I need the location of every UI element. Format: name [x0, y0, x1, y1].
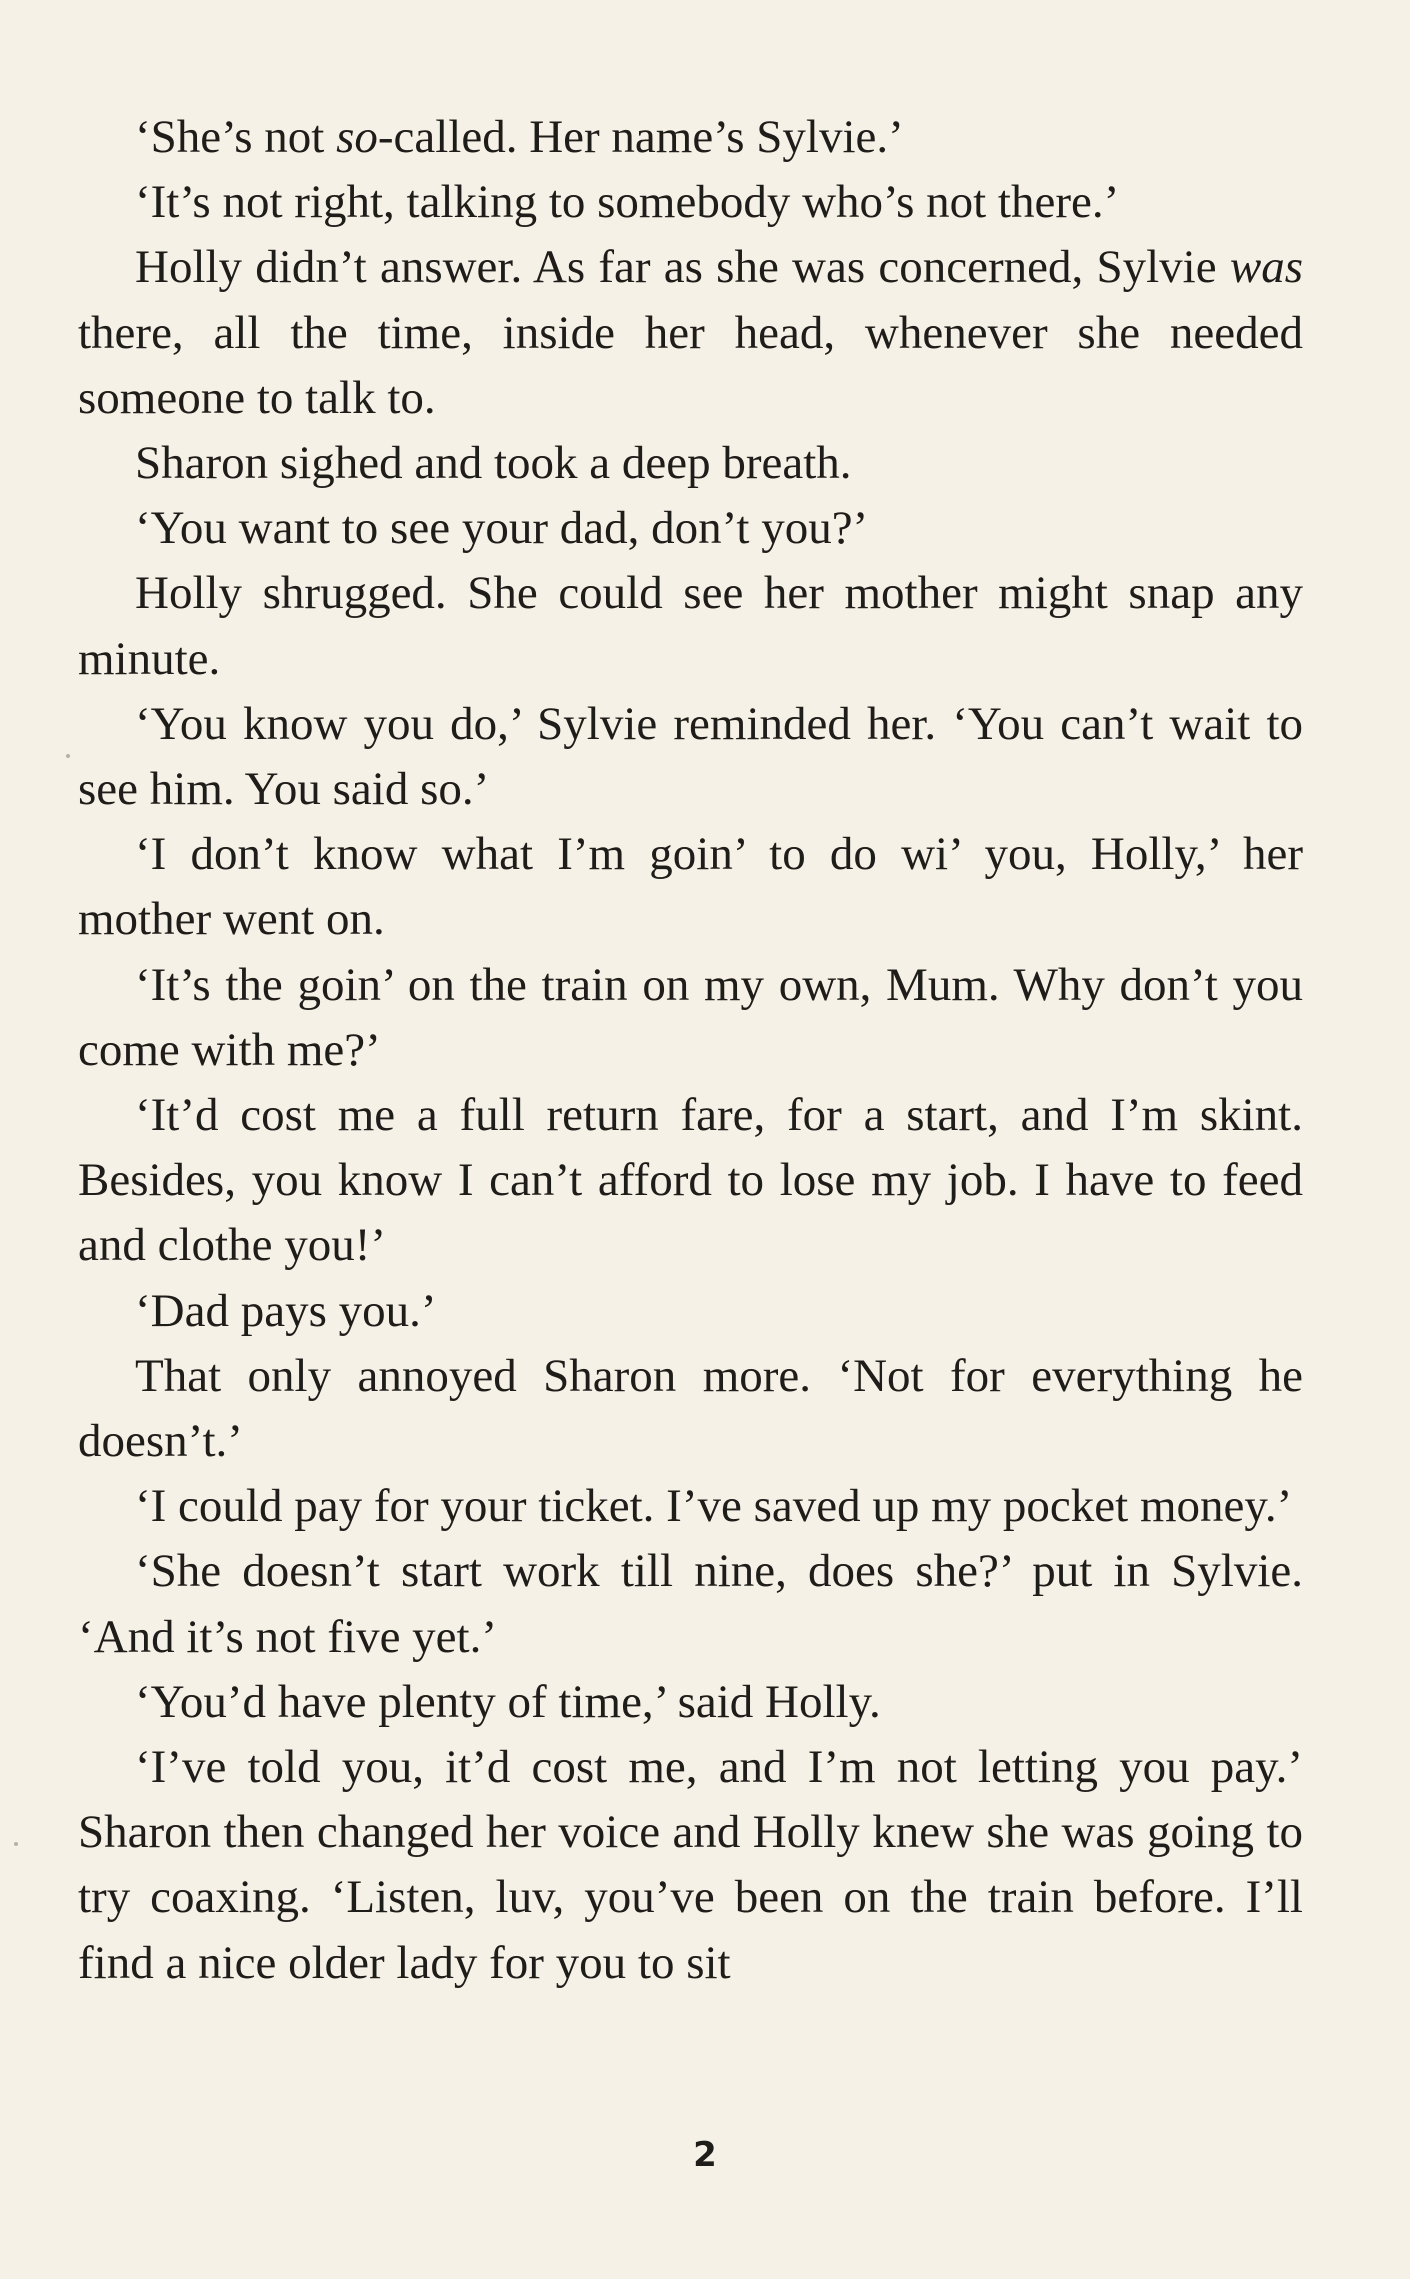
text-run: ‘You know you do,’ Sylvie reminded her. ‘You can’t wait to see him. You said so.’ [78, 697, 1303, 816]
paragraph [78, 170, 1303, 235]
paragraph [78, 1083, 1303, 1279]
text-run: Holly didn’t answer. As far as she was concerned, Sylvie [135, 241, 1230, 294]
paragraph [78, 1474, 1303, 1539]
text-run: ‘I don’t know what I’m goin’ to do wi’ you, Holly,’ her mother went on. [78, 828, 1303, 946]
text-run: ‘You’d have plenty of time,’ said Holly. [135, 1675, 881, 1728]
text-run: ‘It’s the goin’ on the train on my own, Mum. Why don’t you come with me?’ [78, 958, 1303, 1076]
text-run: ‘It’d cost me a full return fare, for a start, and I’m skint. Besides, you know I can’t afford to lose my job. I have to feed and clothe you!’ [78, 1089, 1303, 1272]
paragraph [78, 953, 1303, 1083]
page-number: 2 [693, 2135, 717, 2175]
paragraph [78, 105, 1303, 170]
text-run: Holly shrugged. She could see her mother might snap any minute. [78, 567, 1303, 685]
text-run: ‘You want to see your dad, don’t you?’ [135, 502, 869, 555]
text-run: ‘It’s not right, talking to somebody who’s not there.’ [135, 176, 1120, 229]
paragraph [78, 822, 1303, 952]
text-run: Sharon sighed and took a deep breath. [135, 437, 852, 490]
text-run: ‘She’s not [135, 111, 337, 163]
paragraph [78, 1670, 1303, 1735]
text-run: -called. Her name’s Sylvie.’ [377, 111, 904, 163]
text-run: there, all the time, inside her head, whenever she needed someone to talk to. [78, 306, 1303, 424]
paragraph [78, 496, 1303, 561]
paragraph [78, 235, 1303, 431]
text-run: That only annoyed Sharon more. ‘Not for everything he doesn’t.’ [78, 1349, 1303, 1468]
paragraph [78, 431, 1303, 496]
text-run: ‘Dad pays you.’ [135, 1284, 437, 1337]
paragraph [78, 1539, 1303, 1669]
paragraph [78, 1735, 1303, 1996]
paragraph [78, 692, 1303, 822]
text-run: ‘I could pay for your ticket. I’ve saved up my pocket money.’ [135, 1480, 1293, 1533]
paragraph [78, 1344, 1303, 1474]
paper-speck [66, 754, 70, 758]
paper-speck [14, 1842, 18, 1846]
text-run: ‘She doesn’t start work till nine, does she?’ put in Sylvie. ‘And it’s not five yet.’ [78, 1545, 1303, 1663]
italic-text: so [336, 111, 378, 163]
paragraph [78, 1279, 1303, 1344]
italic-text: was [1229, 241, 1303, 294]
text-run: ‘I’ve told you, it’d cost me, and I’m not letting you pay.’ Sharon then changed her voice and Holly knew she was going to try coaxing. ‘Listen, luv, you’ve been on the train before. I’ll find a nice older lady for you to sit [78, 1741, 1303, 1989]
body-text [78, 105, 1303, 1996]
paragraph [78, 561, 1303, 691]
